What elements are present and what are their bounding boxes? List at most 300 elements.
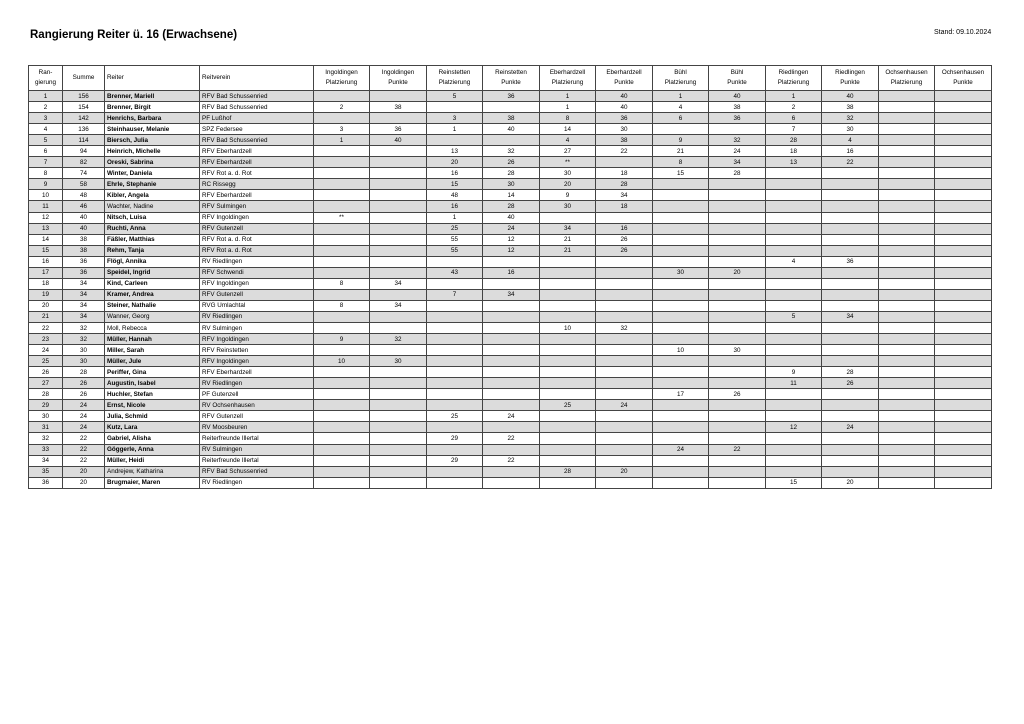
table-cell: 16 xyxy=(596,223,653,234)
table-cell: RV Ochsenhausen xyxy=(200,400,314,411)
table-cell xyxy=(879,168,935,179)
table-cell xyxy=(935,223,992,234)
table-row xyxy=(29,135,992,146)
table-cell xyxy=(879,157,935,168)
table-cell xyxy=(483,356,540,367)
table-cell xyxy=(314,400,370,411)
table-cell: RFV Gutenzell xyxy=(200,289,314,300)
table-cell: Müller, Heidi xyxy=(105,455,200,466)
table-cell xyxy=(935,422,992,433)
table-cell xyxy=(653,422,709,433)
table-cell: RFV Bad Schussenried xyxy=(200,135,314,146)
table-cell: 40 xyxy=(596,91,653,102)
table-cell xyxy=(879,400,935,411)
table-cell: RFV Rot a. d. Rot xyxy=(200,234,314,245)
table-cell xyxy=(370,245,427,256)
table-cell: RFV Reinstetten xyxy=(200,345,314,356)
table-cell: 32 xyxy=(822,113,879,124)
table-cell xyxy=(766,223,822,234)
table-cell: RV Moosbeuren xyxy=(200,422,314,433)
table-cell: 4 xyxy=(822,135,879,146)
table-cell: 17 xyxy=(653,389,709,400)
table-cell: Miller, Sarah xyxy=(105,345,200,356)
table-cell xyxy=(540,300,596,311)
table-cell xyxy=(596,311,653,322)
table-cell: 13 xyxy=(766,157,822,168)
table-cell xyxy=(822,356,879,367)
table-cell xyxy=(822,455,879,466)
table-cell: 1 xyxy=(653,91,709,102)
table-cell: 6 xyxy=(653,113,709,124)
table-cell: 40 xyxy=(596,102,653,113)
table-cell xyxy=(370,201,427,212)
table-cell: 30 xyxy=(483,179,540,190)
table-cell xyxy=(935,378,992,389)
table-cell xyxy=(822,389,879,400)
table-cell xyxy=(370,168,427,179)
table-cell xyxy=(935,300,992,311)
table-cell xyxy=(427,256,483,267)
table-cell xyxy=(879,135,935,146)
table-cell: 36 xyxy=(483,91,540,102)
table-cell: Müller, Hannah xyxy=(105,334,200,345)
table-cell: 12 xyxy=(483,245,540,256)
table-cell: 32 xyxy=(709,135,766,146)
table-cell xyxy=(879,477,935,488)
table-cell: Periffer, Gina xyxy=(105,367,200,378)
table-cell xyxy=(935,245,992,256)
table-cell: 40 xyxy=(483,212,540,223)
table-cell xyxy=(709,400,766,411)
table-row xyxy=(29,311,992,322)
table-cell: Rehm, Tanja xyxy=(105,245,200,256)
table-cell: 32 xyxy=(63,322,105,333)
table-cell xyxy=(653,289,709,300)
table-cell: 21 xyxy=(653,146,709,157)
table-cell: 5 xyxy=(427,91,483,102)
table-cell xyxy=(596,411,653,422)
table-cell xyxy=(935,477,992,488)
table-cell xyxy=(653,190,709,201)
table-cell: 48 xyxy=(63,190,105,201)
table-cell xyxy=(370,179,427,190)
table-cell: 26 xyxy=(709,389,766,400)
table-cell xyxy=(314,267,370,278)
table-cell: Augustin, Isabel xyxy=(105,378,200,389)
table-cell xyxy=(427,444,483,455)
column-header: Reinstetten Punkte xyxy=(483,66,540,91)
table-cell: Göggerle, Anna xyxy=(105,444,200,455)
table-cell: 29 xyxy=(29,400,63,411)
table-cell xyxy=(709,378,766,389)
table-cell xyxy=(766,212,822,223)
table-cell xyxy=(314,455,370,466)
table-cell: 2 xyxy=(29,102,63,113)
table-cell: 34 xyxy=(596,190,653,201)
table-cell: PF Lußhof xyxy=(200,113,314,124)
table-cell: Oreski, Sabrina xyxy=(105,157,200,168)
table-cell: 2 xyxy=(766,102,822,113)
table-cell: Steiner, Nathalie xyxy=(105,300,200,311)
table-cell xyxy=(822,223,879,234)
table-cell xyxy=(314,345,370,356)
table-cell xyxy=(427,102,483,113)
table-cell xyxy=(935,278,992,289)
table-cell: 2 xyxy=(314,102,370,113)
table-cell: 7 xyxy=(427,289,483,300)
table-cell: 20 xyxy=(822,477,879,488)
table-cell: RV Riedlingen xyxy=(200,256,314,267)
table-cell: RFV Eberhardzell xyxy=(200,190,314,201)
table-cell xyxy=(596,278,653,289)
table-cell: RFV Eberhardzell xyxy=(200,157,314,168)
table-cell: RFV Ingoldingen xyxy=(200,212,314,223)
table-cell: 26 xyxy=(596,234,653,245)
table-cell: 13 xyxy=(427,146,483,157)
table-cell xyxy=(483,422,540,433)
table-cell xyxy=(653,455,709,466)
table-cell: 30 xyxy=(822,124,879,135)
table-cell xyxy=(935,113,992,124)
table-cell: RC Rissegg xyxy=(200,179,314,190)
table-cell: 9 xyxy=(29,179,63,190)
table-cell xyxy=(766,400,822,411)
table-cell: 28 xyxy=(709,168,766,179)
table-cell: 18 xyxy=(29,278,63,289)
table-cell: 30 xyxy=(540,168,596,179)
column-header: Riedlingen Platzierung xyxy=(766,66,822,91)
table-cell xyxy=(822,400,879,411)
table-cell: 35 xyxy=(29,466,63,477)
table-row xyxy=(29,124,992,135)
table-row xyxy=(29,91,992,102)
table-cell xyxy=(540,278,596,289)
table-row xyxy=(29,289,992,300)
table-cell xyxy=(935,322,992,333)
table-cell xyxy=(427,345,483,356)
table-cell: 28 xyxy=(540,466,596,477)
table-cell: 10 xyxy=(29,190,63,201)
table-cell: 25 xyxy=(540,400,596,411)
table-cell: RFV Rot a. d. Rot xyxy=(200,168,314,179)
table-cell xyxy=(935,367,992,378)
table-cell: Kutz, Lara xyxy=(105,422,200,433)
table-cell: 18 xyxy=(596,201,653,212)
table-cell: 30 xyxy=(653,267,709,278)
table-cell xyxy=(596,334,653,345)
table-cell xyxy=(879,345,935,356)
table-cell xyxy=(314,289,370,300)
table-cell: 4 xyxy=(540,135,596,146)
table-cell xyxy=(766,278,822,289)
table-cell xyxy=(879,146,935,157)
table-cell xyxy=(427,311,483,322)
table-cell: 6 xyxy=(29,146,63,157)
table-cell xyxy=(879,245,935,256)
table-cell: 34 xyxy=(822,311,879,322)
table-cell xyxy=(935,334,992,345)
table-cell: 18 xyxy=(766,146,822,157)
table-cell: 28 xyxy=(822,367,879,378)
table-cell: 36 xyxy=(822,256,879,267)
table-cell: RFV Ingoldingen xyxy=(200,356,314,367)
table-cell: 34 xyxy=(63,311,105,322)
table-cell: 28 xyxy=(63,367,105,378)
table-cell: 22 xyxy=(709,444,766,455)
column-header: Ingoldingen Punkte xyxy=(370,66,427,91)
table-cell: 24 xyxy=(653,444,709,455)
table-cell xyxy=(709,477,766,488)
table-cell: 16 xyxy=(822,146,879,157)
table-cell: 31 xyxy=(29,422,63,433)
table-row xyxy=(29,157,992,168)
table-cell: RFV Schwendi xyxy=(200,267,314,278)
table-cell xyxy=(822,322,879,333)
table-cell xyxy=(879,201,935,212)
table-cell: PF Gutenzell xyxy=(200,389,314,400)
table-cell: 8 xyxy=(540,113,596,124)
table-cell: 48 xyxy=(427,190,483,201)
table-cell: 25 xyxy=(29,356,63,367)
table-cell: 36 xyxy=(596,113,653,124)
table-cell: 28 xyxy=(483,201,540,212)
table-cell xyxy=(596,422,653,433)
table-cell xyxy=(935,201,992,212)
table-cell xyxy=(935,190,992,201)
table-cell xyxy=(879,234,935,245)
table-cell: Andrejew, Katharina xyxy=(105,466,200,477)
table-cell xyxy=(540,311,596,322)
table-cell: RFV Bad Schussenried xyxy=(200,91,314,102)
table-cell xyxy=(709,289,766,300)
table-cell xyxy=(709,300,766,311)
table-cell xyxy=(427,334,483,345)
table-cell xyxy=(370,422,427,433)
table-cell: 1 xyxy=(427,212,483,223)
table-cell: 1 xyxy=(540,91,596,102)
table-cell xyxy=(596,433,653,444)
table-cell xyxy=(935,124,992,135)
table-cell xyxy=(709,124,766,135)
table-cell xyxy=(935,179,992,190)
table-row xyxy=(29,455,992,466)
table-cell: 94 xyxy=(63,146,105,157)
table-cell: 20 xyxy=(596,466,653,477)
ranking-table xyxy=(28,65,992,489)
table-cell: 34 xyxy=(63,300,105,311)
table-cell xyxy=(314,146,370,157)
table-cell xyxy=(879,223,935,234)
table-cell: 24 xyxy=(483,223,540,234)
table-cell: RFV Sulmingen xyxy=(200,201,314,212)
table-cell: 34 xyxy=(483,289,540,300)
table-cell xyxy=(879,311,935,322)
table-cell: 40 xyxy=(63,212,105,223)
table-cell xyxy=(766,267,822,278)
table-cell: 24 xyxy=(63,400,105,411)
table-row xyxy=(29,444,992,455)
table-cell: 32 xyxy=(483,146,540,157)
table-cell xyxy=(370,234,427,245)
table-cell xyxy=(766,411,822,422)
table-cell: 26 xyxy=(63,378,105,389)
table-cell xyxy=(935,234,992,245)
table-cell xyxy=(935,212,992,223)
table-cell: 36 xyxy=(709,113,766,124)
table-cell: Julia, Schmid xyxy=(105,411,200,422)
table-cell xyxy=(879,289,935,300)
table-cell: 38 xyxy=(822,102,879,113)
table-cell xyxy=(822,334,879,345)
column-header: Bühl Platzierung xyxy=(653,66,709,91)
table-cell xyxy=(935,400,992,411)
table-cell xyxy=(879,91,935,102)
table-cell: Brenner, Mariell xyxy=(105,91,200,102)
table-cell: 15 xyxy=(29,245,63,256)
table-cell xyxy=(314,234,370,245)
table-cell: Fäßler, Matthias xyxy=(105,234,200,245)
table-cell: 24 xyxy=(63,411,105,422)
table-cell xyxy=(879,113,935,124)
table-cell: 34 xyxy=(63,278,105,289)
table-cell: 34 xyxy=(370,278,427,289)
table-cell: Heinrich, Michelle xyxy=(105,146,200,157)
table-cell: 23 xyxy=(29,334,63,345)
table-cell xyxy=(540,422,596,433)
table-cell: RV Riedlingen xyxy=(200,477,314,488)
table-cell: 14 xyxy=(483,190,540,201)
table-cell: 8 xyxy=(314,300,370,311)
table-cell xyxy=(879,389,935,400)
table-cell xyxy=(483,278,540,289)
table-cell: Moll, Rebecca xyxy=(105,322,200,333)
table-cell xyxy=(822,179,879,190)
table-cell xyxy=(766,345,822,356)
table-cell: 26 xyxy=(596,245,653,256)
table-cell: 14 xyxy=(540,124,596,135)
table-cell: 32 xyxy=(596,322,653,333)
table-cell xyxy=(653,234,709,245)
table-cell: 24 xyxy=(596,400,653,411)
table-cell xyxy=(483,389,540,400)
table-cell xyxy=(653,278,709,289)
table-cell: 38 xyxy=(483,113,540,124)
table-cell xyxy=(822,466,879,477)
column-header: Reinstetten Platzierung xyxy=(427,66,483,91)
table-cell xyxy=(540,334,596,345)
table-cell xyxy=(879,422,935,433)
table-cell xyxy=(596,212,653,223)
table-cell: 30 xyxy=(596,124,653,135)
table-cell xyxy=(540,389,596,400)
table-cell: RFV Ingoldingen xyxy=(200,278,314,289)
table-cell xyxy=(427,389,483,400)
table-cell xyxy=(596,256,653,267)
table-cell: 40 xyxy=(63,223,105,234)
table-cell: Brenner, Birgit xyxy=(105,102,200,113)
table-cell: 38 xyxy=(370,102,427,113)
column-header: Riedlingen Punkte xyxy=(822,66,879,91)
table-cell xyxy=(483,334,540,345)
table-cell: 21 xyxy=(540,234,596,245)
table-cell: 25 xyxy=(427,411,483,422)
table-cell: 12 xyxy=(29,212,63,223)
table-cell xyxy=(370,433,427,444)
table-cell: 16 xyxy=(427,168,483,179)
table-cell: 15 xyxy=(427,179,483,190)
table-cell xyxy=(653,378,709,389)
table-cell: 27 xyxy=(540,146,596,157)
table-cell xyxy=(822,234,879,245)
table-cell: 9 xyxy=(653,135,709,146)
table-cell xyxy=(879,378,935,389)
table-cell: Wachter, Nadine xyxy=(105,201,200,212)
table-cell: 24 xyxy=(63,422,105,433)
table-cell xyxy=(314,179,370,190)
table-cell xyxy=(314,201,370,212)
table-row xyxy=(29,345,992,356)
table-cell: Reiterfreunde Illertal xyxy=(200,455,314,466)
table-cell xyxy=(314,422,370,433)
table-row xyxy=(29,433,992,444)
column-header: Eberhardzell Platzierung xyxy=(540,66,596,91)
table-cell: RFV Gutenzell xyxy=(200,223,314,234)
column-header: Summe xyxy=(63,66,105,91)
table-cell: Winter, Daniela xyxy=(105,168,200,179)
table-cell xyxy=(709,356,766,367)
table-row xyxy=(29,334,992,345)
table-cell xyxy=(483,102,540,113)
column-header: Ochsenhausen Platzierung xyxy=(879,66,935,91)
table-cell xyxy=(822,168,879,179)
table-cell xyxy=(596,389,653,400)
table-cell xyxy=(540,433,596,444)
table-cell: 18 xyxy=(596,168,653,179)
table-cell xyxy=(596,300,653,311)
table-cell xyxy=(653,477,709,488)
table-cell xyxy=(314,157,370,168)
table-cell xyxy=(540,256,596,267)
table-cell xyxy=(709,179,766,190)
table-cell: 29 xyxy=(427,433,483,444)
table-cell xyxy=(653,334,709,345)
table-cell xyxy=(653,466,709,477)
table-cell: 9 xyxy=(540,190,596,201)
table-cell xyxy=(709,245,766,256)
table-row xyxy=(29,179,992,190)
table-cell: 26 xyxy=(29,367,63,378)
table-cell xyxy=(709,455,766,466)
table-cell: 40 xyxy=(822,91,879,102)
table-cell xyxy=(427,378,483,389)
table-cell: 30 xyxy=(63,356,105,367)
table-cell xyxy=(483,378,540,389)
table-cell xyxy=(709,278,766,289)
table-cell: Kind, Carleen xyxy=(105,278,200,289)
table-row xyxy=(29,477,992,488)
table-cell xyxy=(370,345,427,356)
table-cell: 20 xyxy=(427,157,483,168)
table-cell: RFV Ingoldingen xyxy=(200,334,314,345)
table-cell: 10 xyxy=(653,345,709,356)
table-cell xyxy=(596,345,653,356)
table-cell xyxy=(427,400,483,411)
table-cell xyxy=(540,411,596,422)
table-cell xyxy=(709,212,766,223)
table-cell xyxy=(314,367,370,378)
table-cell xyxy=(370,157,427,168)
table-cell xyxy=(483,444,540,455)
